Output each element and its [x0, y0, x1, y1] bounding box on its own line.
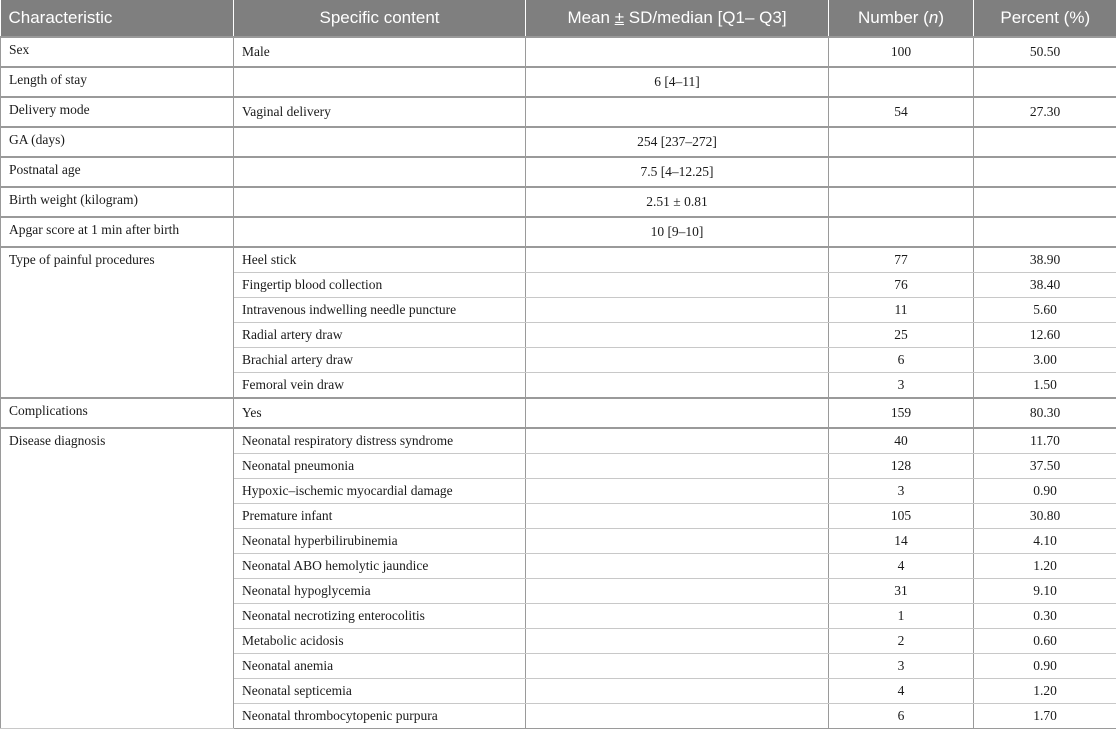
cell-mean-sd-median [526, 629, 829, 654]
header-characteristic: Characteristic [1, 0, 234, 37]
cell-characteristic: GA (days) [1, 127, 234, 157]
cell-mean-sd-median [526, 504, 829, 529]
cell-number [829, 67, 974, 97]
cell-characteristic: Disease diagnosis [1, 428, 234, 729]
cell-specific-content [234, 127, 526, 157]
cell-mean-sd-median: 7.5 [4–12.25] [526, 157, 829, 187]
cell-number: 14 [829, 529, 974, 554]
cell-percent: 3.00 [974, 348, 1116, 373]
cell-mean-sd-median [526, 654, 829, 679]
cell-number: 6 [829, 348, 974, 373]
cell-mean-sd-median [526, 247, 829, 273]
cell-mean-sd-median [526, 273, 829, 298]
cell-specific-content: Vaginal delivery [234, 97, 526, 127]
cell-specific-content: Neonatal hyperbilirubinemia [234, 529, 526, 554]
cell-specific-content: Metabolic acidosis [234, 629, 526, 654]
cell-mean-sd-median: 10 [9–10] [526, 217, 829, 247]
header-number-n: n [929, 8, 938, 27]
table-row [1, 97, 1116, 127]
cell-number: 4 [829, 554, 974, 579]
header-mean-suffix: SD/median [Q1– Q3] [624, 8, 787, 27]
cell-mean-sd-median: 254 [237–272] [526, 127, 829, 157]
cell-mean-sd-median [526, 428, 829, 454]
cell-percent: 1.50 [974, 373, 1116, 399]
header-specific-content: Specific content [234, 0, 526, 37]
table-row [1, 67, 1116, 97]
cell-specific-content: Hypoxic–ischemic myocardial damage [234, 479, 526, 504]
cell-mean-sd-median: 6 [4–11] [526, 67, 829, 97]
header-plus-minus: ± [615, 8, 624, 27]
cell-mean-sd-median [526, 97, 829, 127]
cell-percent: 37.50 [974, 454, 1116, 479]
cell-characteristic: Type of painful procedures [1, 247, 234, 398]
cell-specific-content [234, 187, 526, 217]
cell-percent: 9.10 [974, 579, 1116, 604]
cell-number: 25 [829, 323, 974, 348]
cell-percent: 27.30 [974, 97, 1116, 127]
cell-number: 100 [829, 37, 974, 67]
cell-specific-content: Neonatal pneumonia [234, 454, 526, 479]
cell-specific-content: Femoral vein draw [234, 373, 526, 399]
cell-percent [974, 217, 1116, 247]
cell-percent: 0.30 [974, 604, 1116, 629]
cell-specific-content: Neonatal thrombocytopenic purpura [234, 704, 526, 729]
cell-mean-sd-median [526, 529, 829, 554]
cell-specific-content [234, 67, 526, 97]
cell-number [829, 127, 974, 157]
cell-specific-content: Neonatal anemia [234, 654, 526, 679]
cell-mean-sd-median [526, 679, 829, 704]
cell-number: 11 [829, 298, 974, 323]
header-row [1, 0, 1116, 37]
cell-specific-content: Yes [234, 398, 526, 428]
table-row [1, 157, 1116, 187]
cell-number: 54 [829, 97, 974, 127]
cell-percent: 0.90 [974, 654, 1116, 679]
cell-number: 2 [829, 629, 974, 654]
cell-number [829, 187, 974, 217]
cell-percent: 12.60 [974, 323, 1116, 348]
cell-mean-sd-median [526, 579, 829, 604]
cell-specific-content: Male [234, 37, 526, 67]
cell-percent: 30.80 [974, 504, 1116, 529]
cell-specific-content: Neonatal respiratory distress syndrome [234, 428, 526, 454]
cell-specific-content: Fingertip blood collection [234, 273, 526, 298]
cell-specific-content: Neonatal hypoglycemia [234, 579, 526, 604]
table-row [1, 187, 1116, 217]
cell-characteristic: Delivery mode [1, 97, 234, 127]
cell-number: 6 [829, 704, 974, 729]
cell-mean-sd-median [526, 348, 829, 373]
cell-characteristic: Birth weight (kilogram) [1, 187, 234, 217]
cell-percent: 11.70 [974, 428, 1116, 454]
header-mean-prefix: Mean [567, 8, 614, 27]
cell-mean-sd-median [526, 479, 829, 504]
cell-percent: 4.10 [974, 529, 1116, 554]
cell-percent: 0.90 [974, 479, 1116, 504]
cell-number: 40 [829, 428, 974, 454]
cell-number: 3 [829, 373, 974, 399]
cell-percent: 38.90 [974, 247, 1116, 273]
cell-percent: 0.60 [974, 629, 1116, 654]
cell-number: 4 [829, 679, 974, 704]
table-header [1, 0, 1116, 37]
header-number-suffix: ) [938, 8, 944, 27]
header-mean-sd-median [526, 0, 829, 37]
cell-mean-sd-median [526, 298, 829, 323]
cell-percent [974, 67, 1116, 97]
cell-number: 31 [829, 579, 974, 604]
cell-specific-content [234, 157, 526, 187]
table-row [1, 428, 1116, 454]
cell-specific-content: Radial artery draw [234, 323, 526, 348]
cell-specific-content: Heel stick [234, 247, 526, 273]
header-percent: Percent (%) [974, 0, 1116, 37]
cell-specific-content: Brachial artery draw [234, 348, 526, 373]
cell-characteristic: Sex [1, 37, 234, 67]
cell-characteristic: Complications [1, 398, 234, 428]
cell-number: 159 [829, 398, 974, 428]
cell-percent [974, 127, 1116, 157]
cell-number: 3 [829, 479, 974, 504]
header-number-prefix: Number ( [858, 8, 929, 27]
cell-specific-content: Intravenous indwelling needle puncture [234, 298, 526, 323]
cell-mean-sd-median [526, 373, 829, 399]
cell-number [829, 217, 974, 247]
cell-mean-sd-median [526, 454, 829, 479]
cell-mean-sd-median [526, 37, 829, 67]
cell-percent: 1.20 [974, 554, 1116, 579]
cell-number: 105 [829, 504, 974, 529]
cell-characteristic: Postnatal age [1, 157, 234, 187]
cell-percent: 1.20 [974, 679, 1116, 704]
cell-percent: 1.70 [974, 704, 1116, 729]
cell-mean-sd-median: 2.51 ± 0.81 [526, 187, 829, 217]
cell-mean-sd-median [526, 604, 829, 629]
table-row [1, 127, 1116, 157]
cell-percent: 5.60 [974, 298, 1116, 323]
cell-number: 77 [829, 247, 974, 273]
table-row [1, 217, 1116, 247]
cell-number: 76 [829, 273, 974, 298]
cell-number: 1 [829, 604, 974, 629]
cell-characteristic: Length of stay [1, 67, 234, 97]
header-number [829, 0, 974, 37]
cell-mean-sd-median [526, 554, 829, 579]
cell-specific-content: Neonatal ABO hemolytic jaundice [234, 554, 526, 579]
cell-specific-content [234, 217, 526, 247]
cell-number [829, 157, 974, 187]
table-row [1, 247, 1116, 273]
table-row [1, 37, 1116, 67]
cell-percent [974, 187, 1116, 217]
cell-percent: 80.30 [974, 398, 1116, 428]
table-body [1, 37, 1116, 729]
cell-mean-sd-median [526, 323, 829, 348]
cell-specific-content: Neonatal necrotizing enterocolitis [234, 604, 526, 629]
cell-percent: 50.50 [974, 37, 1116, 67]
cell-percent: 38.40 [974, 273, 1116, 298]
cell-percent [974, 157, 1116, 187]
cell-specific-content: Premature infant [234, 504, 526, 529]
cell-characteristic: Apgar score at 1 min after birth [1, 217, 234, 247]
cell-specific-content: Neonatal septicemia [234, 679, 526, 704]
cell-number: 3 [829, 654, 974, 679]
cell-number: 128 [829, 454, 974, 479]
cell-mean-sd-median [526, 398, 829, 428]
cell-mean-sd-median [526, 704, 829, 729]
table-row [1, 398, 1116, 428]
